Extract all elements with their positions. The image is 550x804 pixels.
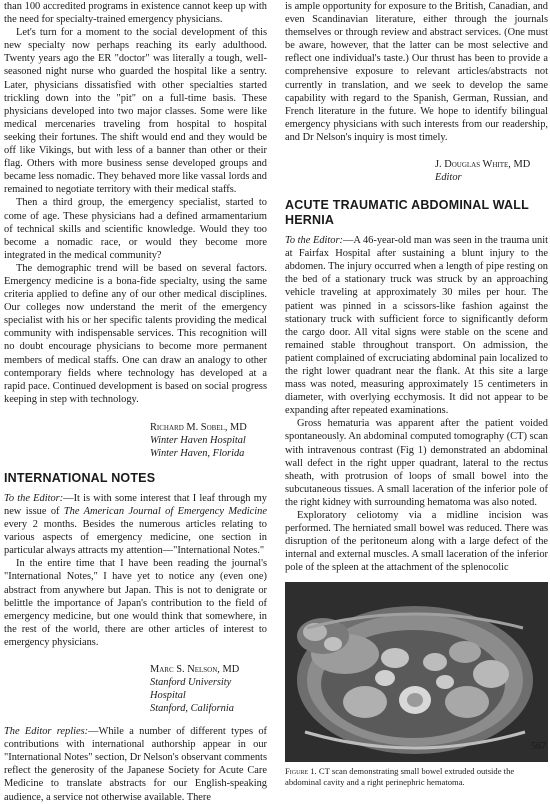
journal-title: The American Journal of Emergency Medicine [63, 506, 267, 517]
paragraph: is ample opportunity for exposure to the British, Canadian, and even Scandinavian literature, either through the journals themselves or through review and abstract services. (One must be aware, however, that the latter can be most selective and reflect one individual's taste.) Our thrust has been to provide a comprehensive exposure to relevant articles/abstracts not currently in translation, and we seek to develop the same capability with regard to the Spanish, German, Russian, and French literature in the future. We hope to identify bilingual emergency physicians with such interests from our readership, and Dr Nelson's inquiry is most timely. [285, 1, 548, 143]
salutation: To the Editor: [4, 492, 64, 504]
page-number: 567 [531, 741, 546, 752]
paragraph: Gross hematuria was apparent after the patient voided spontaneously. An abdominal computed tomography (CT) scan with intravenous contrast (Fig 1) demonstrated an abdominal wall defect in the right upper quadrant, lateral to the rectus sheath, with protrusion of loops of small bowel into the subcutaneous tissues. A small laceration of the inferior pole of the right kidney with surrounding hematoma was also noted. [285, 418, 548, 508]
ct-scan-figure [285, 582, 548, 762]
paragraph: Then a third group, the emergency specialist, started to come of age. These physicians had a defined armamentarium of technical skills and scientific knowledge. Would they too become a nomadic race, or would they become more integrated in the medical community? [4, 197, 267, 261]
signature-block [435, 158, 548, 184]
paragraph: To the Editor:—It is with some interest that I leaf through my new issue of The American Journal of Emergency Medicine every 2 months. Besides the numerous articles relating to various aspects of emergency medicine, one section in particular always attracts my attention—"International Notes." [4, 492, 267, 557]
paragraph: The demographic trend will be based on several factors. Emergency medicine is a bona-fide specialty, using the same criteria applied to define any of our other medical disciplines. Our colleges now understand the merit of the emergency specialist with his or her specific talents providing the medical community with indispensable services. This recognition will no doubt encourage physicians to become more permanent members of medical staffs. One can draw an analogy to other contemporary fields where technology has developed at a rapid pace. Continued development is based on social progress keeping in step with technology. [4, 262, 267, 405]
section-heading: ACUTE TRAUMATIC ABDOMINAL WALL HERNIA [285, 198, 529, 228]
paragraph: Let's turn for a moment to the social development of this new specialty now perhaps reaching its early adulthood. Twenty years ago the ER "doctor" was literally a tough, well-seasoned night nurse who guarded the hospital like a sentry. Later, physicians dissatisfied with other specialties started trickling down into the "pit" on a full-time basis. These physicians developed into two major classes. Some were like medical mercenaries traveling from hospital to hospital seeking their fortunes. The shift would end and they would be off like Vikings, but with less of a banner than other or their flag. Others with more business sense developed groups and became less nomadic. They behaved more like vassal lords and remained to negotiate territory with their medical staffs. [4, 27, 267, 196]
author-name: Richard M. Sobel, MD [150, 421, 247, 433]
author-name: Marc S. Nelson, MD [150, 664, 240, 676]
signature-block [150, 421, 267, 460]
paragraph: than 100 accredited programs in existence cannot keep up with the need for specialty-trained emergency physicians. [4, 1, 267, 26]
author-affiliation: Stanford University Hospital [150, 677, 232, 702]
author-affiliation: Winter Haven Hospital [150, 434, 246, 446]
caption-text: CT scan demonstrating small bowel extruded outside the abdominal cavity and a right perinephric hematoma. [285, 766, 515, 787]
author-location: Winter Haven, Florida [150, 447, 245, 459]
figure-label: Figure 1. [285, 766, 317, 777]
paragraph: Exploratory celiotomy via a midline incision was performed. The herniated small bowel was reduced. There was disruption of the peritoneum along with a large defect of the internal and external muscles. A small laceration of the inferior pole of the spleen at the attachment of the splenocolic [285, 510, 548, 574]
salutation: To the Editor: [285, 235, 344, 247]
paragraph: To the Editor:—A 46-year-old man was seen in the trauma unit at Fairfax Hospital after sustaining a blunt injury to the abdomen. The injury occurred when a length of pipe resting on the bed of a stationary truck was struck by an approaching vehicle traveling at approximately 30 miles per hour. The patient was pinned in a scissors-like fashion against the stationary truck with sufficient force to significantly deform the cargo door. All vital signs were stable on the scene and remained stable throughout transport. On admission, the patient complained of excruciating abdominal pain localized to the right lower quadrant near the flank. At this site a large mass was noted, measuring approximately 15 centimeters in diameter, with overlying ecchymosis. It did not appear to be expanding after repeated examinations. [285, 235, 548, 417]
figure-caption [285, 766, 548, 787]
right-column [285, 0, 548, 787]
editor-reply-lead: The Editor replies: [4, 726, 89, 738]
paragraph: The Editor replies:—While a number of different types of contributions with international authorship appear in our "International Notes" section, Dr Nelson's observant comments reflect the generosity of the Japanese Society for Acute Care Medicine to translate abstracts for our English-speaking audience, a service not otherwise available. There [4, 726, 267, 803]
author-name: J. Douglas White, MD [435, 159, 531, 171]
left-column [4, 0, 267, 804]
section-heading: INTERNATIONAL NOTES [4, 470, 156, 485]
ct-scan-image [285, 582, 548, 762]
paragraph: In the entire time that I have been reading the journal's "International Notes," I have yet to notice any (even one) abstract from anywhere but Japan. This is not to denigrate or belittle the importance of Japan's contribution to the field of emergency medicine, but one would think that somewhere, in the rest of the world, there are other articles of interest to emergency physicians. [4, 558, 267, 648]
signature-block [150, 663, 267, 715]
author-location: Stanford, California [150, 703, 234, 715]
author-role: Editor [435, 172, 462, 184]
